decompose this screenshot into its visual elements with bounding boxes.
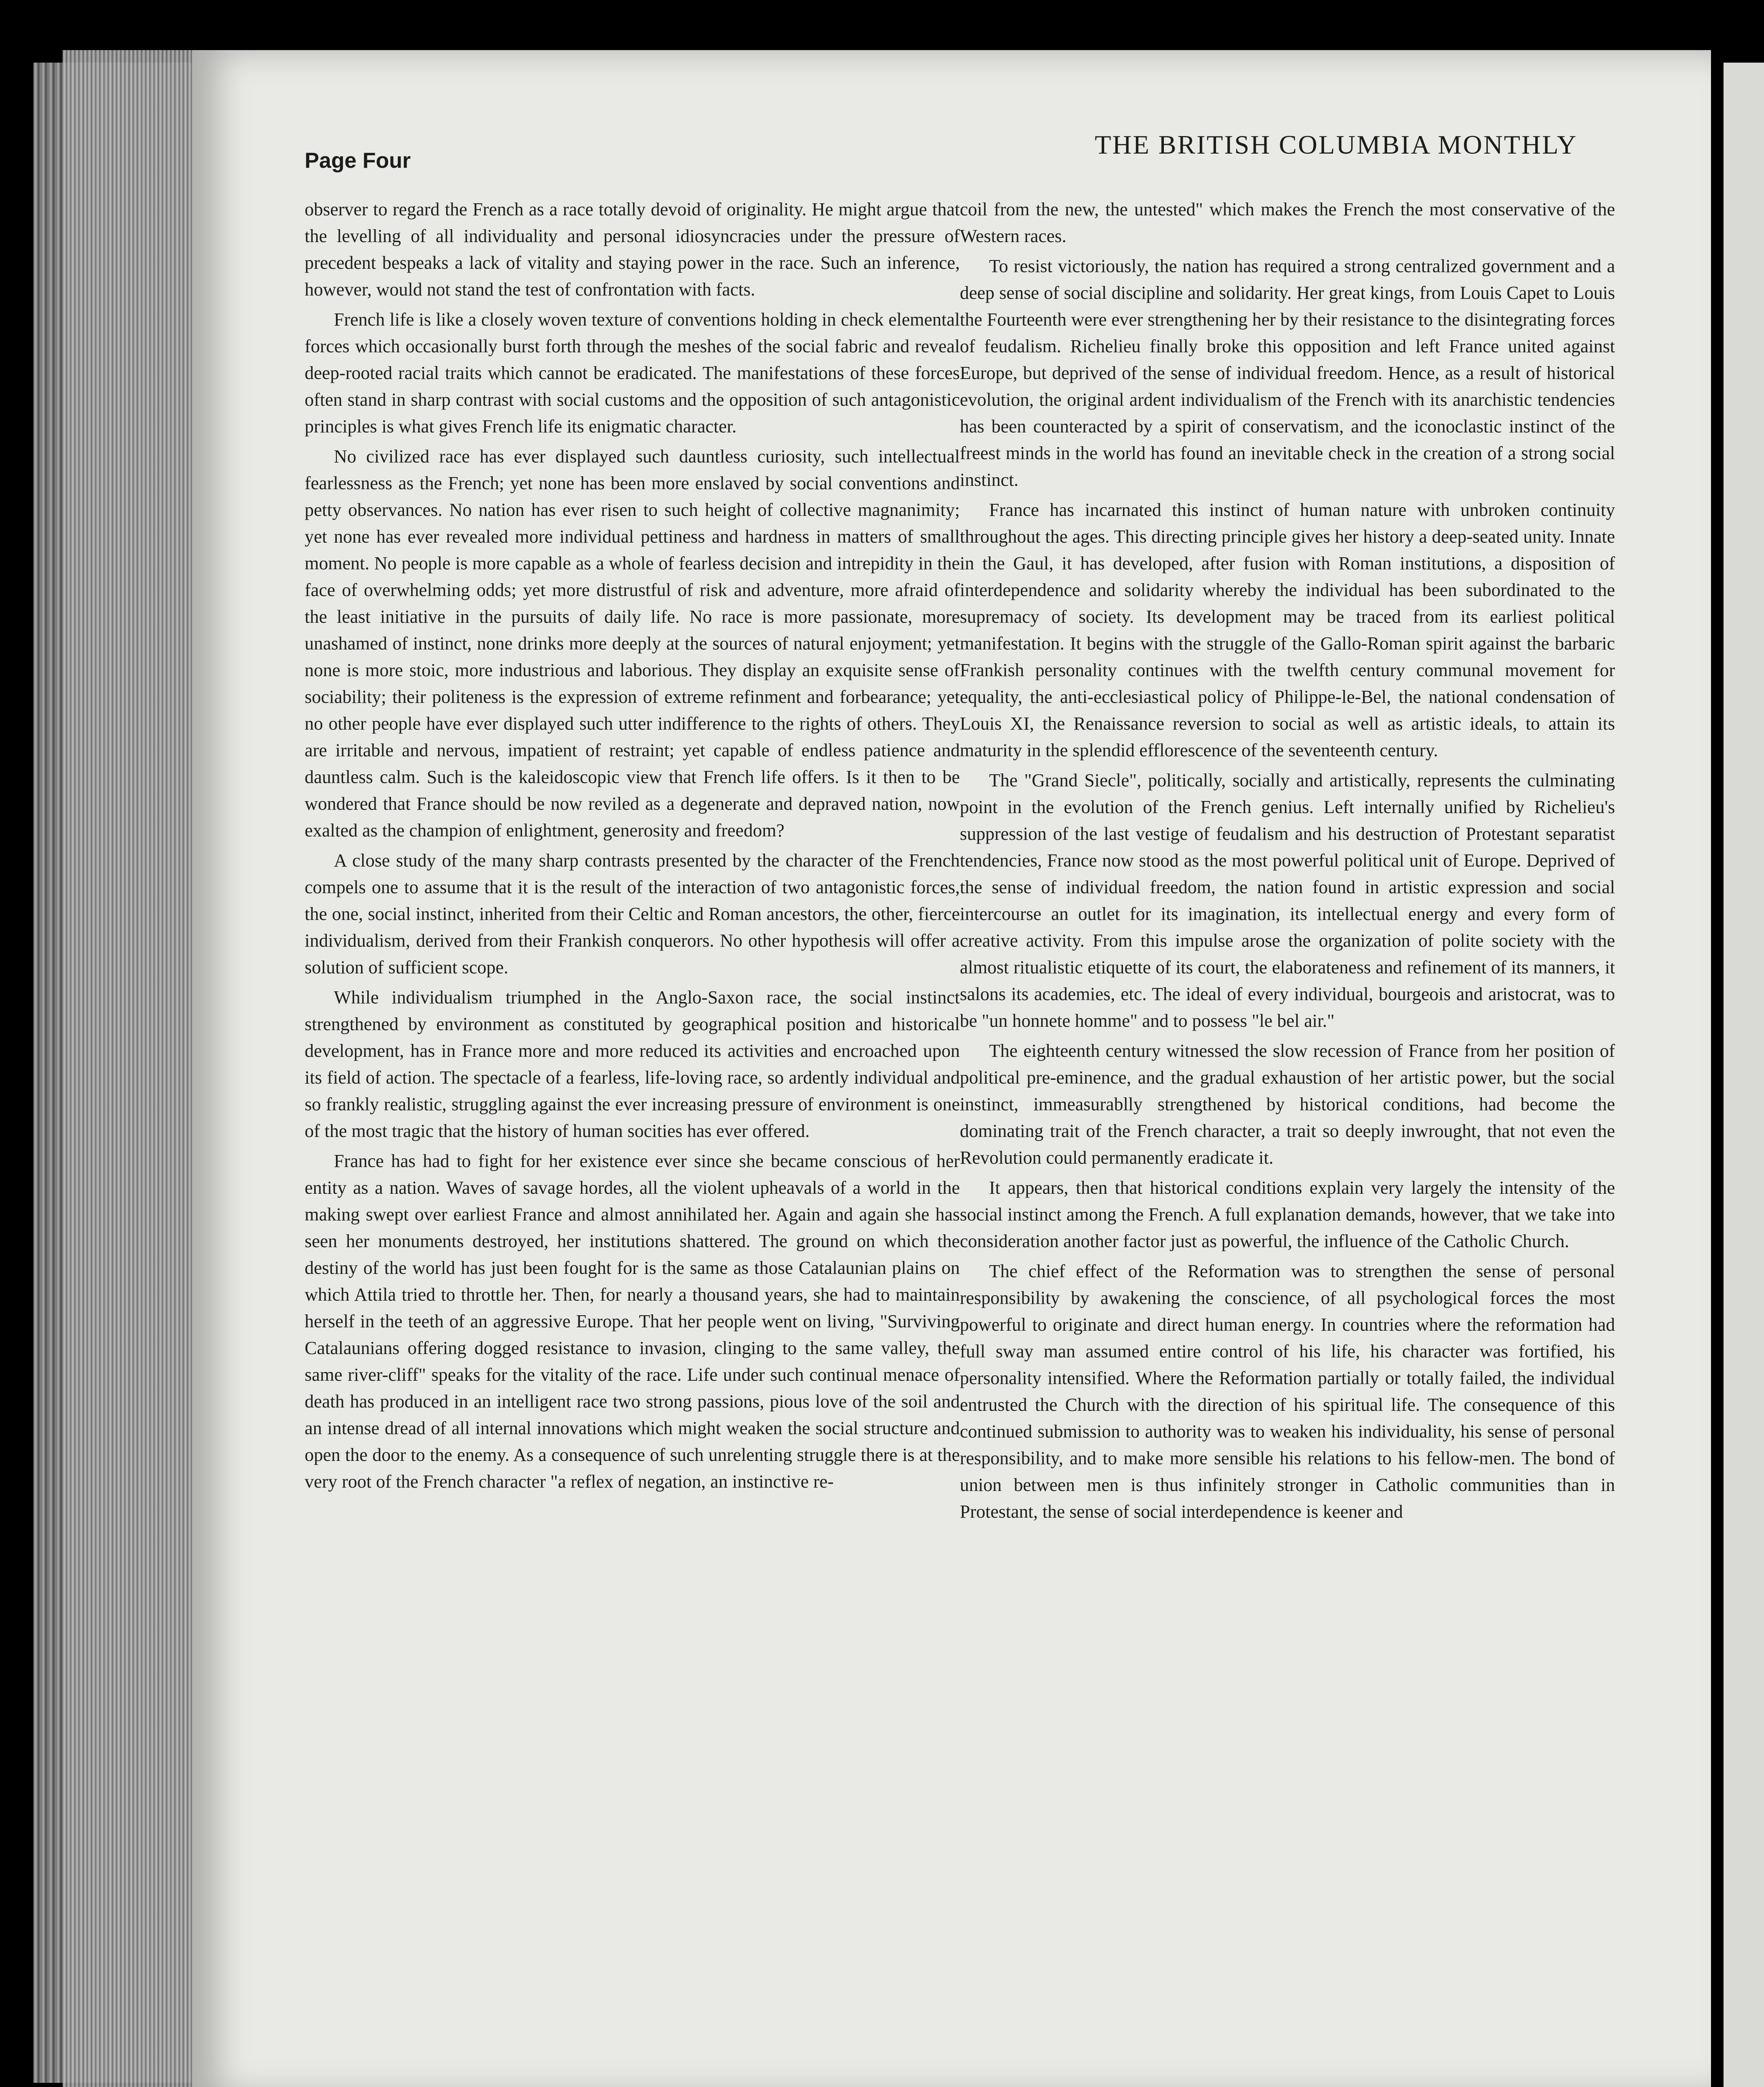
page-number-label: Page Four bbox=[305, 149, 411, 173]
paragraph: While individualism triumphed in the Anglo-Saxon race, the social instinct strengthened by environment as constituted by geographical position and historical development, has in France more and more reduced its activities and encroached upon its field of action. The spectacle of a fearless, life-loving race, so ardently individual and so frankly realistic, struggling against the ever increasing pressure of environment is one of the most tragic that the history of human socities has ever offered. bbox=[305, 987, 960, 1141]
paragraph: It appears, then that historical conditions explain very largely the intensity of the social instinct among the French. A full explanation demands, however, that we take into consideration another factor just as powerful, the influence of the Catholic Church. bbox=[960, 1177, 1615, 1251]
publication-title: THE BRITISH COLUMBIA MONTHLY bbox=[1095, 130, 1577, 159]
paragraph: observer to regard the French as a race totally devoid of originality. He might argue that the levelling of all individuality and personal idiosyncracies under the pressure of precedent bespeaks a lack of vitality and staying power in the race. Such an inference, however, would not stand the test of confrontation with facts. bbox=[305, 199, 960, 300]
left-column bbox=[305, 196, 960, 1498]
paragraph: To resist victoriously, the nation has required a strong centralized government and a deep sense of social discipline and solidarity. Her great kings, from Louis Capet to Louis the Fourteenth were ever strengthening her by their resistance to the disintegrating forces of feudalism. Richelieu finally broke this opposition and left France united against Europe, but deprived of the sense of individual freedom. Hence, as a result of historical evolution, the original ardent individualism of the French with its anarchistic tendencies has been counteracted by a spirit of conservatism, and the iconoclastic instinct of the freest minds in the world has found an inevitable check in the creation of a strong social instinct. bbox=[960, 256, 1615, 490]
paragraph: A close study of the many sharp contrasts presented by the character of the French compels one to assume that it is the result of the interaction of two antagonistic forces, the one, social instinct, inherited from their Celtic and Roman ancestors, the other, fierce individualism, derived from their Frankish conquerors. No other hypothesis will offer a solution of sufficient scope. bbox=[305, 850, 960, 978]
paragraph: France has had to fight for her existence ever since she became conscious of her entity as a nation. Waves of savage hordes, all the violent upheavals of a world in the making swept over earliest France and almost annihilated her. Again and again she has seen her monuments destroyed, her institutions shattered. The ground on which the destiny of the world has just been fought for is the same as those Catalaunian plains on which Attila tried to throttle her. Then, for nearly a thousand years, she had to maintain herself in the teeth of an aggressive Europe. That her people went on living, "Surviving Catalaunians offering dogged resistance to invasion, clinging to the same valley, the same river-cliff" speaks for the vitality of the race. Life under such continual menace of death has produced in an intelligent race two strong passions, pious love of the soil and an intense dread of all internal innovations which might weaken the social structure and open the door to the enemy. As a consequence of such unrelenting struggle there is at the very root of the French character "a reflex of negation, an instinctive re- bbox=[305, 1151, 960, 1492]
paragraph: The chief effect of the Reformation was to strengthen the sense of personal responsibility by awakening the conscience, of all psychological forces the most powerful to originate and direct human energy. In countries where the reformation had full sway man assumed entire control of his life, his character was fortified, his personality intensified. Where the Reformation partially or totally failed, the individual entrusted the Church with the direction of his spiritual life. The consequence of this continued submission to authority was to weaken his individuality, his sense of personal responsibility, and to make more sensible his relations to his fellow-men. The bond of union between men is thus infinitely stronger in Catholic communities than in Protestant, the sense of social interdependence is keener and bbox=[960, 1261, 1615, 1522]
right-column bbox=[960, 196, 1615, 1529]
book-page-edges-inner bbox=[63, 50, 213, 2087]
paragraph: The eighteenth century witnessed the slow recession of France from her position of political pre-eminence, and the gradual exhaustion of her artistic power, but the social instinct, immeasurablly strengthened by historical conditions, had become the dominating trait of the French character, a trait so deeply inwrought, that not even the Revolution could permanently eradicate it. bbox=[960, 1041, 1615, 1168]
facing-page-edge bbox=[1724, 63, 1764, 2087]
paragraph: The "Grand Siecle", politically, socially and artistically, represents the culminating point in the evolution of the French genius. Left internally unified by Richelieu's suppression of the last vestige of feudalism and his destruction of Protestant separatist tendencies, France now stood as the most powerful political unit of Europe. Deprived of the sense of individual freedom, the nation found in artistic expression and social intercourse an outlet for its imagination, its intellectual energy and every form of creative activity. From this impulse arose the organization of polite society with the almost ritualistic etiquette of its court, the elaborateness and refinement of its manners, it salons its academies, etc. The ideal of every individual, bourgeois and aristocrat, was to be "un honnete homme" and to possess "le bel air." bbox=[960, 770, 1615, 1031]
paragraph: France has incarnated this instinct of human nature with unbroken continuity throughout the ages. This directing principle gives her history a deep-seated unity. Innate in the Gaul, it has developed, after fusion with Roman institutions, a disposition of interdependence and solidarity whereby the individual has been subordinated to the supremacy of society. Its development may be traced from its earliest political manifestation. It begins with the struggle of the Gallo-Roman spirit against the barbaric Frankish personality continues with the twelfth century communal movement for equality, the anti-ecclesiastical policy of Philippe-le-Bel, the national condensation of Louis XI, the Renaissance reversion to social as well as artistic ideals, to attain its maturity in the splendid efflorescence of the seventeenth century. bbox=[960, 500, 1615, 761]
magazine-page bbox=[192, 50, 1711, 2087]
paragraph: No civilized race has ever displayed such dauntless curiosity, such intellectual fearlessness as the French; yet none has been more enslaved by social conventions and petty observances. No nation has ever risen to such height of collective magnanimity; yet none has ever revealed more individual pettiness and hardness in matters of small moment. No people is more capable as a whole of fearless decision and intrepidity in the face of overwhelming odds; yet more distrustful of risk and adventure, more afraid of the least initiative in the pursuits of daily life. No race is more passionate, more unashamed of instinct, none drinks more deeply at the sources of natural enjoyment; yet none is more stoic, more industrious and laborious. They display an exquisite sense of sociability; their politeness is the expression of extreme refinment and forbearance; yet no other people have ever displayed such utter indifference to the rights of others. They are irritable and nervous, impatient of restraint; yet capable of endless patience and dauntless calm. Such is the kaleidoscopic view that French life offers. Is it then to be wondered that France should be now reviled as a degenerate and depraved nation, now exalted as the champion of enlightment, generosity and freedom? bbox=[305, 446, 960, 841]
paragraph: French life is like a closely woven texture of conventions holding in check elemental forces which occasionally burst forth through the meshes of the social fabric and reveal deep-rooted racial traits which cannot be eradicated. The manifestations of these forces often stand in sharp contrast with social customs and the opposition of such antagonistic principles is what gives French life its enigmatic character. bbox=[305, 309, 960, 437]
paragraph: coil from the new, the untested" which makes the French the most conservative of the Western races. bbox=[960, 199, 1615, 246]
